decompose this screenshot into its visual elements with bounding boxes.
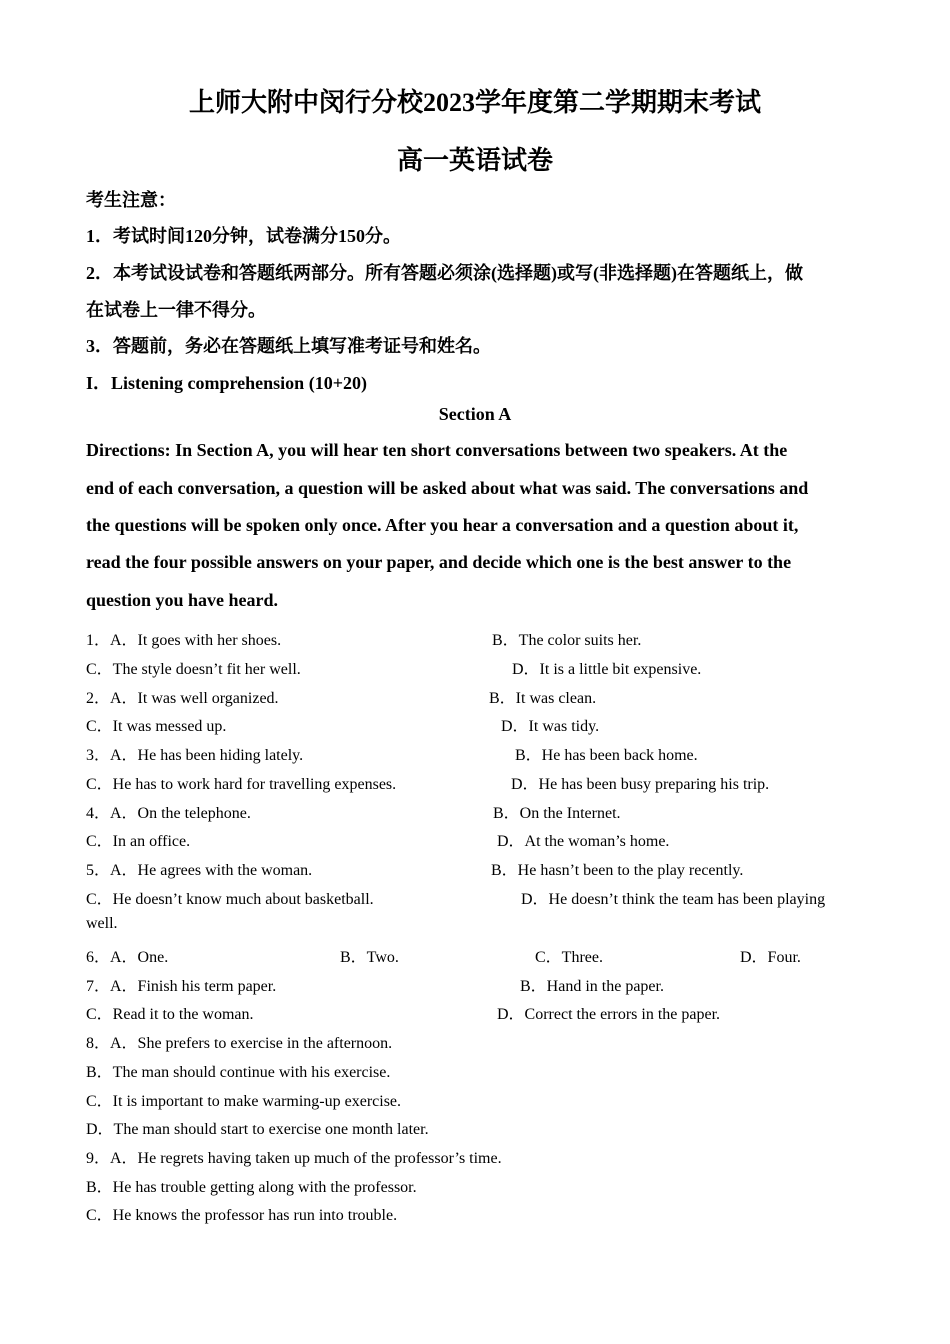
q6-option-b: B．Two. (340, 949, 399, 966)
q9-option-c: C．He knows the professor has run into trouble. (86, 1207, 398, 1224)
directions-line: Directions: In Section A, you will hear ten short conversations between two speakers. At the (86, 440, 788, 460)
notice-heading: 考生注意： (86, 190, 176, 210)
notice-item: 1．考试时间120分钟，试卷满分150分。 (86, 226, 401, 246)
directions-line: the questions will be spoken only once. After you hear a conversation and a question about it, (86, 515, 799, 535)
q7-option-b: B．Hand in the paper. (520, 978, 664, 995)
q6-option-a: 6．A．One. (86, 949, 169, 966)
q3-option-c: C．He has to work hard for travelling expenses. (86, 776, 397, 793)
q1-option-c: C．The style doesn’t fit her well. (86, 661, 301, 678)
directions-line: question you have heard. (86, 590, 279, 610)
q2-option-b: B．It was clean. (489, 690, 597, 707)
q4-option-a: 4．A．On the telephone. (86, 805, 251, 822)
exam-subtitle: 高一英语试卷 (396, 146, 553, 175)
q7-option-d: D．Correct the errors in the paper. (497, 1006, 721, 1023)
q7-option-c: C．Read it to the woman. (86, 1006, 254, 1023)
q2-option-d: D．It was tidy. (501, 718, 600, 735)
q8-option-d: D．The man should start to exercise one month later. (86, 1121, 429, 1138)
part-heading: I．Listening comprehension (10+20) (86, 373, 367, 393)
section-heading: Section A (438, 404, 512, 424)
exam-title: 上师大附中闵行分校2023学年度第二学期期末考试 (188, 88, 761, 117)
q3-option-d: D．He has been busy preparing his trip. (511, 776, 770, 793)
notice-item: 在试卷上一律不得分。 (86, 300, 266, 320)
q2-option-c: C．It was messed up. (86, 718, 227, 735)
q2-option-a: 2．A．It was well organized. (86, 690, 279, 707)
q5-option-a: 5．A．He agrees with the woman. (86, 862, 313, 879)
q3-option-b: B．He has been back home. (515, 747, 698, 764)
q5-option-b: B．He hasn’t been to the play recently. (491, 862, 744, 879)
q4-option-c: C．In an office. (86, 833, 191, 850)
q4-option-b: B．On the Internet. (493, 805, 621, 822)
q1-option-b: B．The color suits her. (492, 632, 642, 649)
q8-option-b: B．The man should continue with his exercise. (86, 1064, 391, 1081)
q9-option-a: 9．A．He regrets having taken up much of the professor’s time. (86, 1150, 502, 1167)
q4-option-d: D．At the woman’s home. (497, 833, 670, 850)
q5-option-d-continued: well. (86, 915, 118, 932)
q9-option-b: B．He has trouble getting along with the professor. (86, 1179, 417, 1196)
directions-line: end of each conversation, a question will be asked about what was said. The conversations and (86, 478, 809, 498)
q6-option-d: D．Four. (740, 949, 801, 966)
directions-line: read the four possible answers on your paper, and decide which one is the best answer to the (86, 552, 792, 572)
q7-option-a: 7．A．Finish his term paper. (86, 978, 277, 995)
q5-option-c: C．He doesn’t know much about basketball. (86, 891, 374, 908)
q8-option-a: 8．A．She prefers to exercise in the afternoon. (86, 1035, 393, 1052)
notice-item: 2．本考试设试卷和答题纸两部分。所有答题必须涂(选择题)或写(非选择题)在答题纸上，做 (86, 263, 803, 283)
q6-option-c: C．Three. (535, 949, 603, 966)
q1-option-d: D．It is a little bit expensive. (512, 661, 702, 678)
notice-item: 3．答题前，务必在答题纸上填写准考证号和姓名。 (86, 336, 491, 356)
q3-option-a: 3．A．He has been hiding lately. (86, 747, 304, 764)
q5-option-d: D．He doesn’t think the team has been playing (521, 891, 826, 908)
q1-option-a: 1．A．It goes with her shoes. (86, 632, 282, 649)
q8-option-c: C．It is important to make warming-up exercise. (86, 1093, 402, 1110)
